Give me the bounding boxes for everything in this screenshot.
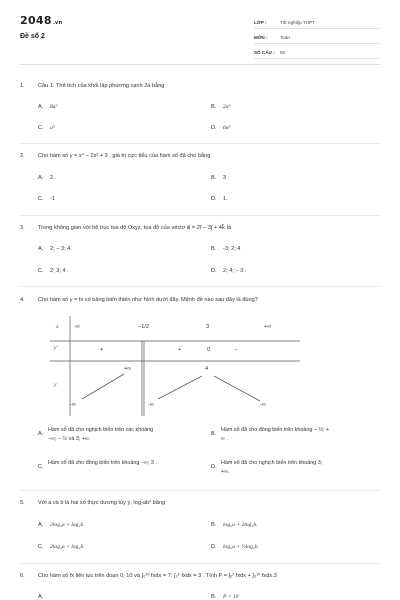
option-text: 2; 3; 4 . <box>50 268 69 274</box>
y-value: -∞ <box>148 402 154 408</box>
increasing-arrow <box>158 376 202 399</box>
option-text: 3 <box>223 175 227 181</box>
option-text: Hàm số đã cho nghịch biến trên khoảng 3; +∞. <box>221 460 323 475</box>
option-a[interactable] <box>38 426 198 448</box>
option-d[interactable] <box>211 544 259 550</box>
y-value: -∞ <box>70 402 76 408</box>
option-b[interactable] <box>211 104 230 110</box>
decreasing-arrow <box>214 376 260 401</box>
option-label: C. <box>38 125 44 131</box>
option-label: B. <box>211 522 217 528</box>
y-label: y <box>54 382 57 388</box>
option-a[interactable] <box>38 522 85 528</box>
option-label: D. <box>211 268 217 274</box>
option-c[interactable] <box>38 268 69 274</box>
option-label: B. <box>211 594 217 600</box>
option-c[interactable] <box>38 196 55 202</box>
option-c[interactable] <box>38 125 54 131</box>
meta-key: LỚP : <box>254 19 267 25</box>
option-label: A. <box>38 431 44 437</box>
option-text: 2a³ <box>223 104 231 110</box>
option-c[interactable] <box>38 544 85 550</box>
option-a[interactable] <box>38 594 50 600</box>
option-b[interactable] <box>211 426 371 448</box>
meta-row-class <box>254 16 380 29</box>
exam-title: Đề số 2 <box>20 33 45 40</box>
question-divider <box>20 143 380 144</box>
option-text: 2; − 3; 4. <box>50 246 72 252</box>
variation-table <box>50 316 300 416</box>
option-label: D. <box>211 464 217 470</box>
question-stem: Cho hàm số y = fx có bảng biến thiên như hình dưới đây. Mệnh đề nào sau đây là đúng? <box>38 297 258 303</box>
brand-logo <box>20 14 62 27</box>
option-text: -3; 2; 4 <box>223 246 241 252</box>
option-b[interactable] <box>211 246 240 252</box>
option-text: -1 <box>50 196 55 202</box>
question-stem: Cho hàm số y = x⁴ − 2x² + 3 , giá trị cực tiểu của hàm số đã cho bằng <box>38 153 211 159</box>
option-text: a³ <box>50 125 55 131</box>
option-text: Hàm số đã cho đồng biến trên khoảng − ½; + ∞ . <box>221 427 330 442</box>
option-label: B. <box>211 104 217 110</box>
option-text: 2log₂a + log₂b. <box>50 544 85 550</box>
meta-key: MÔN : <box>254 34 268 40</box>
meta-value: 50 <box>280 49 286 55</box>
option-label: C. <box>38 196 44 202</box>
meta-value: Tốt nghiệp THPT <box>280 19 315 25</box>
option-label: A. <box>38 246 44 252</box>
option-d[interactable] <box>211 196 228 202</box>
question-stem: Cho hàm số fx liên tục trên đoạn 0; 10 và ∫₀¹⁰ fxdx = 7; ∫₂⁶ fxdx = 3 . Tính P = ∫₀² fxdx + ∫₆¹⁰ fxdx.3 <box>38 573 277 579</box>
x-value: 3 <box>206 324 210 330</box>
option-d[interactable] <box>211 125 230 131</box>
meta-value: Toán <box>280 34 290 40</box>
question-number: 5. <box>20 500 25 506</box>
option-label: D. <box>211 544 217 550</box>
option-label: A. <box>38 175 44 181</box>
option-text: log₂a + ½log₂b. <box>223 544 259 550</box>
brand-name: 2048 <box>20 14 52 27</box>
brand-suffix: .vn <box>52 20 63 26</box>
question-number: 4. <box>20 297 25 303</box>
option-a[interactable] <box>38 175 55 181</box>
option-text: 1. <box>223 196 228 202</box>
option-b[interactable] <box>211 522 258 528</box>
x-value: +∞ <box>264 324 272 330</box>
question-stem: Trong không gian với hệ trục tọa độ Oxyz, tọa độ của véctơ a⃗ = 2i⃗ − 3j⃗ + 4k⃗ là <box>38 225 232 231</box>
meta-key: SỐ CÂU : <box>254 49 275 55</box>
question-number: 2. <box>20 153 25 159</box>
option-text: 6a³ <box>223 125 231 131</box>
exam-meta <box>254 16 380 61</box>
option-label: A. <box>38 104 44 110</box>
sign: + <box>100 347 104 353</box>
option-label: C. <box>38 268 44 274</box>
option-b[interactable] <box>211 594 238 600</box>
question-stem: Câu 1. Thể tích của khối lập phương cạnh 2a bằng <box>38 83 165 89</box>
y-value: 4 <box>205 366 209 372</box>
option-label: A. <box>38 522 44 528</box>
option-label: D. <box>211 196 217 202</box>
option-a[interactable] <box>38 246 72 252</box>
x-label: x <box>56 324 59 330</box>
question-divider <box>20 215 380 216</box>
option-label: A. <box>38 594 44 600</box>
option-b[interactable] <box>211 175 226 181</box>
yprime-label: y' <box>54 345 58 351</box>
question-divider <box>20 286 380 287</box>
y-value: +∞ <box>124 366 132 372</box>
increasing-arrow <box>82 374 124 399</box>
option-label: C. <box>38 464 44 470</box>
question-divider <box>20 563 380 564</box>
option-d[interactable] <box>211 268 246 274</box>
meta-row-subject <box>254 31 380 44</box>
question-number: 1. <box>20 83 25 89</box>
option-text: Hàm số đã cho nghịch biến trên các khoảng −∞; − ½ và 3; +∞. <box>48 427 154 442</box>
option-a[interactable] <box>38 104 57 110</box>
sign: + <box>178 347 182 353</box>
option-text: 2. <box>50 175 55 181</box>
option-label: D. <box>211 125 217 131</box>
option-text: log₂a + 2log₂b. <box>223 522 258 528</box>
option-text: 2; 4; − 3 . <box>223 268 247 274</box>
x-value: −1/2 <box>138 324 150 330</box>
option-label: B. <box>211 246 217 252</box>
question-number: 6. <box>20 573 25 579</box>
question-number: 3. <box>20 225 25 231</box>
option-text: 2log₂a + log₂b. <box>50 522 85 528</box>
option-c[interactable] <box>38 459 198 481</box>
meta-row-count <box>254 46 380 59</box>
variation-table-grid <box>50 316 300 416</box>
question-divider <box>20 490 380 491</box>
option-label: C. <box>38 544 44 550</box>
x-value: -∞ <box>74 324 80 330</box>
question-stem: Với a và b là hai số thực dương tùy ý, log₂ab² bằng <box>38 500 166 506</box>
option-text: 8a³ <box>50 104 58 110</box>
header-divider <box>20 64 380 65</box>
y-value: -∞ <box>260 402 266 408</box>
option-text: P = 10 <box>223 594 239 600</box>
sign: − <box>234 347 238 353</box>
option-text: Hàm số đã cho đồng biến trên khoảng −∞; 3 . <box>48 460 157 466</box>
option-d[interactable] <box>211 459 371 481</box>
option-label: B. <box>211 431 217 437</box>
sign: 0 <box>207 347 211 353</box>
option-label: B. <box>211 175 217 181</box>
